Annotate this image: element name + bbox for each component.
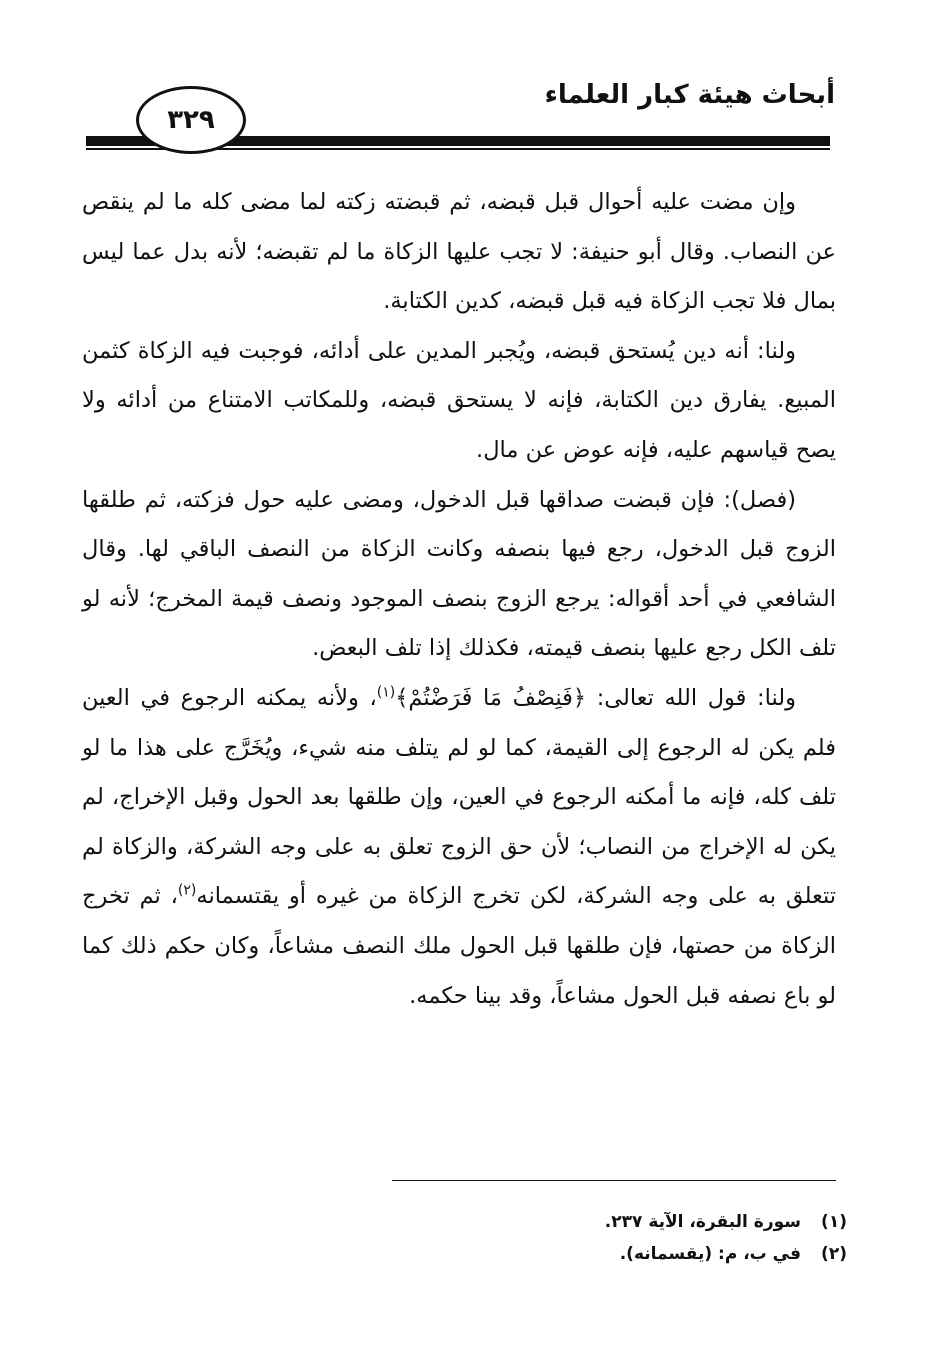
footnote-1-number: (١) [821,1212,847,1232]
footnote-2-text: في ب، م: (يقسمانه). [619,1244,801,1264]
page-number-badge [136,86,246,154]
footnote-2 [347,1238,847,1270]
paragraph-4 [82,674,836,1021]
body-text [82,178,836,1021]
footnote-ref-2: (٢) [177,882,197,899]
paragraph-2: ولنا: أنه دين يُستحق قبضه، ويُجبر المدين على أدائه، فوجبت فيه الزكاة كثمن المبيع. يفارق دين الكتابة، فإنه لا يستحق قبضه، وللمكاتب الامتناع من أدائه ولا يصح قياسهم عليه، فإنه عوض عن مال. [82,337,836,463]
footnotes [347,1206,847,1270]
footnote-separator [392,1180,836,1181]
paragraph-4-part-2: ، ولأنه يمكنه الرجوع في العين فلم يكن له الرجوع إلى القيمة، كما لو لم يتلف منه شيء، ويُخَرَّج على هذا ما لو تلف كله، فإنه ما أمكنه الرجوع في العين، وإن طلقها بعد الحول وقبل الإخراج، لم يكن له الإخراج من النصاب؛ لأن حق الزوج تعلق به على وجه الشركة، والزكاة لم تتعلق به على وجه الشركة، لكن تخرج الزكاة من غيره أو يقتسمانه [82,684,836,910]
footnote-ref-1: (١) [376,684,396,701]
paragraph-3: (فصل): فإن قبضت صداقها قبل الدخول، ومضى عليه حول فزكته، ثم طلقها الزوج قبل الدخول، رجع فيها بنصفه وكانت الزكاة من النصف الباقي لها. وقال الشافعي في أحد أقواله: يرجع الزوج بنصف الموجود ونصف قيمة المخرج؛ لأنه لو تلف الكل رجع عليها بنصف قيمته، فكذلك إذا تلف البعض. [82,486,836,662]
footnote-2-number: (٢) [821,1244,847,1264]
paragraph-4-part-1: ولنا: قول الله تعالى: ﴿فَنِصْفُ مَا فَرَضْتُمْ﴾ [395,684,796,711]
running-head-title: أبحاث هيئة كبار العلماء [544,80,835,110]
footnote-1 [347,1206,847,1238]
paragraph-4-part-3: ، ثم تخرج الزكاة من حصتها، فإن طلقها قبل الحول ملك النصف مشاعاً، وكان حكم ذلك كما لو باع نصفه قبل الحول مشاعاً، وقد بينا حكمه. [82,883,836,1009]
page-number: ٣٢٩ [167,105,215,135]
footnote-1-text: سورة البقرة، الآية ٢٣٧. [604,1212,801,1232]
paragraph-1: وإن مضت عليه أحوال قبل قبضه، ثم قبضته زكته لما مضى كله ما لم ينقص عن النصاب. وقال أبو حنيفة: لا تجب عليها الزكاة ما لم تقبضه؛ لأنه بدل عما ليس بمال فلا تجب الزكاة فيه قبل قبضه، كدين الكتابة. [82,189,836,315]
